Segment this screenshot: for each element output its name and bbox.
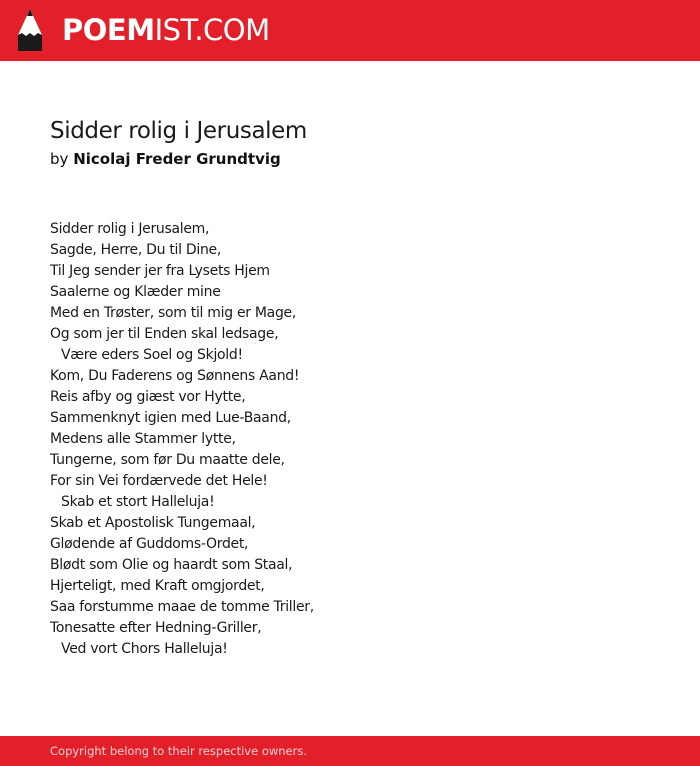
poem-line: Sammenknyt igien med Lue-Baand,	[50, 410, 291, 426]
site-header	[0, 0, 700, 61]
by-label: by	[50, 150, 69, 168]
poem-line: For sin Vei fordærvede det Hele!	[50, 473, 268, 489]
poem-line: Saa forstumme maae de tomme Triller,	[50, 599, 314, 615]
poem-line: Blødt som Olie og haardt som Staal,	[50, 557, 293, 573]
poem-line: Hjerteligt, med Kraft omgjordet,	[50, 578, 265, 594]
poem-line: Medens alle Stammer lytte,	[50, 431, 236, 447]
poem-line: Med en Trøster, som til mig er Mage,	[50, 305, 296, 321]
poem-line: Glødende af Guddoms-Ordet,	[50, 536, 249, 552]
poem-line: Skab et stort Halleluja!	[61, 494, 215, 510]
poem-line: Kom, Du Faderens og Sønnens Aand!	[50, 368, 300, 384]
poem-line: Til Jeg sender jer fra Lysets Hjem	[50, 263, 270, 279]
logo-text-bold: POEM	[62, 13, 155, 47]
poem-byline	[50, 150, 281, 168]
logo-text-light: IST.COM	[154, 13, 270, 47]
poem-line: Reis afby og giæst vor Hytte,	[50, 389, 246, 405]
poem-line: Og som jer til Enden skal ledsage,	[50, 326, 279, 342]
copyright-notice: Copyright belong to their respective owners.	[50, 744, 308, 758]
site-footer	[0, 736, 700, 766]
poem-title: Sidder rolig i Jerusalem	[50, 118, 307, 144]
poem-line: Skab et Apostolisk Tungemaal,	[50, 515, 256, 531]
poem-line: Være eders Soel og Skjold!	[61, 347, 243, 363]
pencil-icon[interactable]	[18, 9, 42, 51]
poem-line: Saalerne og Klæder mine	[50, 284, 221, 300]
poem-line: Tonesatte efter Hedning-Griller,	[50, 620, 262, 636]
poem-line: Sagde, Herre, Du til Dine,	[50, 242, 221, 258]
poem-line: Tungerne, som før Du maatte dele,	[50, 452, 285, 468]
poem-line: Sidder rolig i Jerusalem,	[50, 221, 210, 237]
poem-line: Ved vort Chors Halleluja!	[61, 641, 228, 657]
poem-body	[50, 219, 314, 660]
site-logo[interactable]	[62, 13, 270, 47]
poem-author: Nicolaj Freder Grundtvig	[73, 150, 281, 168]
